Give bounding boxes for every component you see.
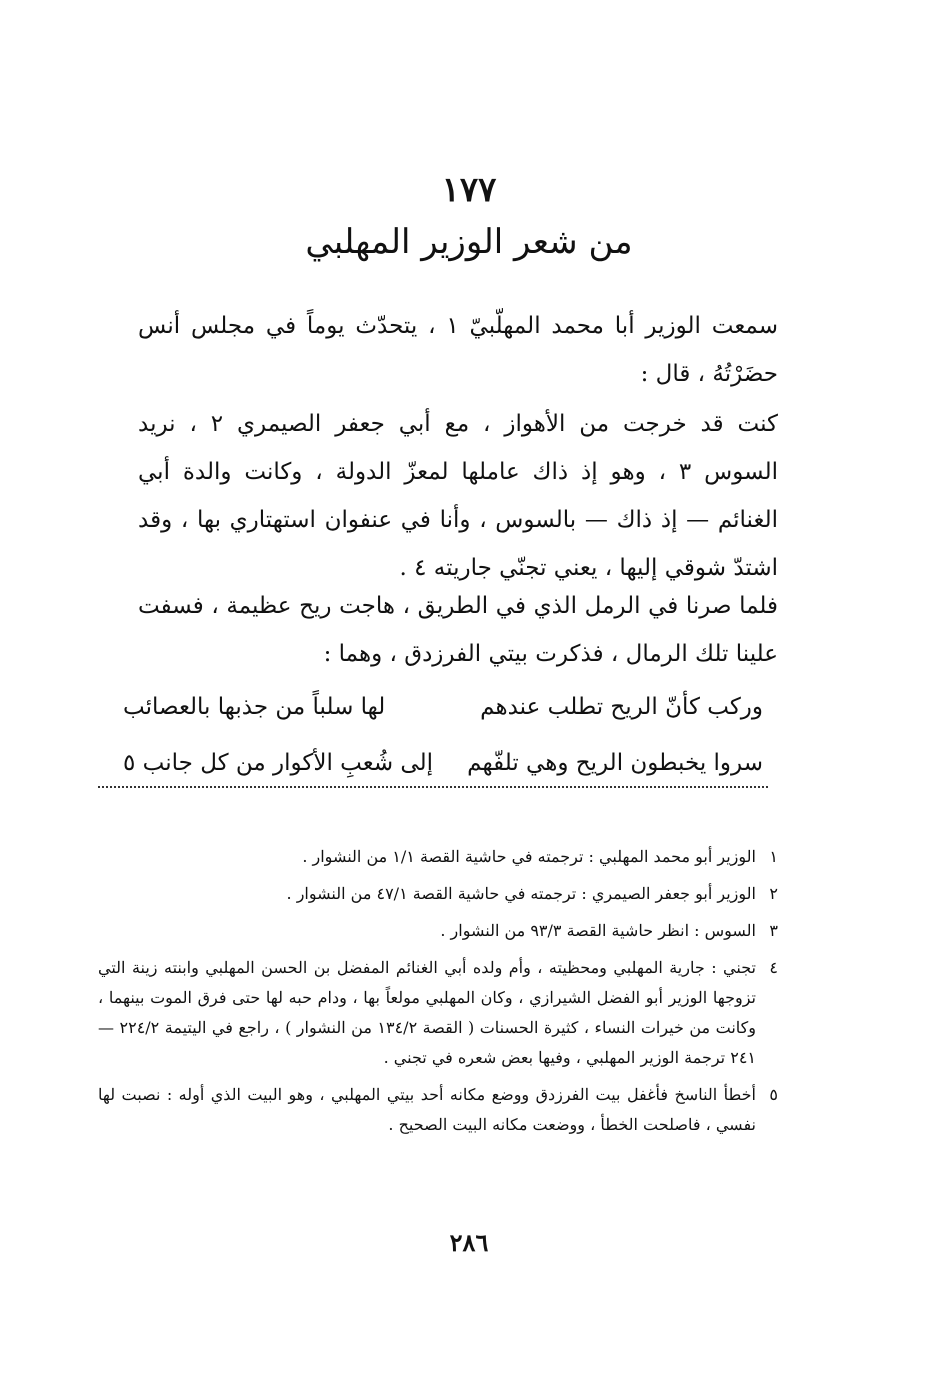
footnote-number: ١ [769,847,778,866]
paragraph-3: فلما صرنا في الرمل الذي في الطريق ، هاجت ريح عظيمة ، فسفت علينا تلك الرمال ، فذكرت بيتي الفرزدق ، وهما : [138,593,778,667]
footnote-text: تجني : جارية المهلبي ومحظيته ، وأم ولده أبي الغنائم المفضل بن الحسن المهلبي وابنته زينة التي تزوجها الوزير أبو الفضل الشيرازي ، وكان المهلبي مولعاً بها ، ودام حبه لها حتى فرق الموت بينهما ، وكانت من خيرات النساء ، كثيرة الحسنات ( القصة ١٣٤/٢ من النشوار ) ، راجع في اليتيمة ٢٢٤/٢ — ٢٤١ ترجمة الوزير المهلبي ، وفيها بعض شعره في تجني . [98,958,756,1067]
footnote-text: الوزير أبو محمد المهلبي : ترجمته في حاشية القصة ١/١ من النشوار . [302,847,756,866]
verse-1-first-hemistich: وركب كأنّ الريح تطلب عندهم [480,694,763,720]
story-title: من شعر الوزير المهلبي [305,222,633,262]
footnote-number: ٥ [769,1085,778,1104]
page-number: ٢٨٦ [449,1228,489,1257]
verse-2-first-hemistich: سروا يخبطون الريح وهي تلفّهم [467,750,763,776]
footnote-text: أخطأ الناسخ فأغفل بيت الفرزدق ووضع مكانه أحد بيتي المهلبي ، وهو البيت الذي أوله : نصبت لها نفسي ، فاصلحت الخطأ ، ووضعت مكانه البيت الصحيح . [98,1085,756,1134]
verse-line-2 [123,738,763,788]
footnote [98,1080,778,1140]
paragraph-2: كنت قد خرجت من الأهواز ، مع أبي جعفر الصيمري ٢ ، نريد السوس ٣ ، وهو إذ ذاك عاملها لمعزّ الدولة ، وكانت والدة أبي الغنائم — إذ ذاك — بالسوس ، وأنا في عنفوان استهتاري بها ، وقد اشتدّ شوقي إليها ، يعني تجنّي جاريته ٤ . [138,411,778,581]
footnote-text: السوس : انظر حاشية القصة ٩٣/٣ من النشوار . [440,921,756,940]
verse-line-1 [123,682,763,732]
paragraph-1: سمعت الوزير أبا محمد المهلّبيّ ١ ، يتحدّث يوماً في مجلس أنس حضَرْتُهُ ، قال : [138,313,778,387]
verse-1-second-hemistich: لها سلباً من جذبها بالعصائب [123,694,386,720]
story-number: ١٧٧ [441,170,497,210]
footnote-text: الوزير أبو جعفر الصيمري : ترجمته في حاشية القصة ٤٧/١ من النشوار . [286,884,756,903]
footnote [98,842,778,872]
footnote-number: ٢ [769,884,778,903]
verse-2-second-hemistich: إلى شُعبِ الأكوار من كل جانب ٥ [123,750,433,776]
footnotes [98,842,778,1147]
footnote [98,916,778,946]
footnote-number: ٤ [769,958,778,977]
footnote [98,879,778,909]
footnote-divider [98,786,768,788]
footnote [98,953,778,1073]
footnote-number: ٣ [769,921,778,940]
